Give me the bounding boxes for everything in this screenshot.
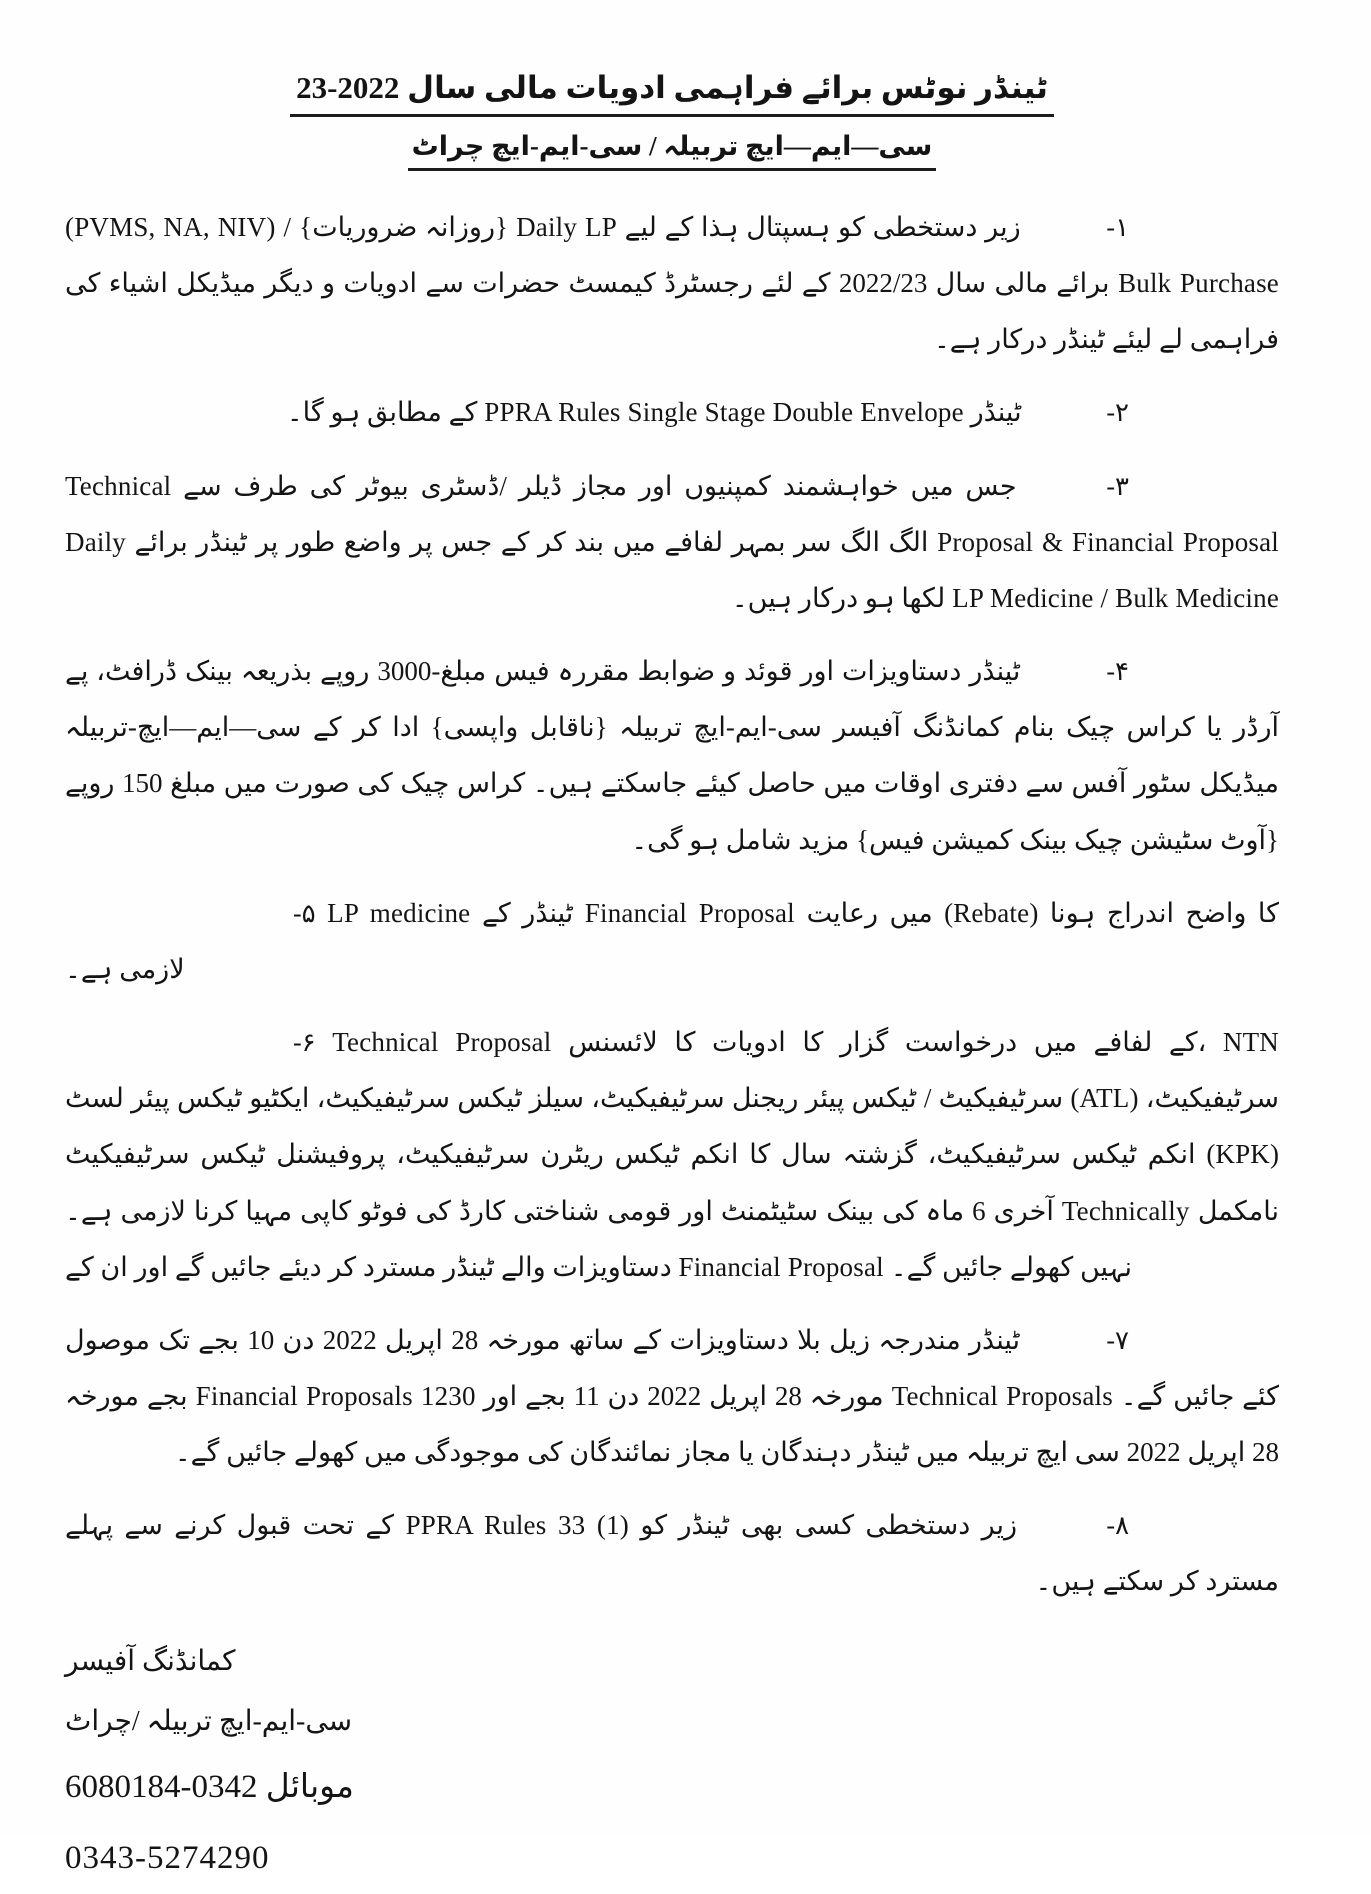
list-item — [65, 1312, 1279, 1480]
item-text: زیر دستخطی کسی بھی ٹینڈر کو PPRA Rules 33 (1) کے تحت قبول کرنے سے پہلے مسترد کر سکتے ہیں۔ — [65, 1510, 1279, 1597]
item-text: LP medicine ٹینڈر کے Financial Proposal میں رعایت (Rebate) کا واضح اندراج ہونا لازمی ہے۔ — [65, 897, 1279, 984]
item-number: ۳- — [1106, 471, 1130, 501]
item-number: ۱- — [1106, 213, 1130, 242]
list-item — [65, 384, 1279, 440]
list-item — [65, 643, 1279, 868]
item-text: ٹینڈر دستاویزات اور قوئد و ضوابط مقررہ فیس مبلغ-3000 روپے بذریعہ بینک ڈرافٹ، پے آرڈر یا کراس چیک بنام کمانڈنگ آفیسر سی-ایم-ایچ تربیلہ {ناقابل واپسی} ادا کر کے سی—ایم—ایچ-تربیلہ میڈیکل سٹور آفس سے دفتری اوقات میں حاصل کیئے جاسکتے ہیں۔ کراس چیک کی صورت میں مبلغ 150 روپے {آوٹ سٹیشن چیک بینک کمیشن فیس} مزید شامل ہو گی۔ — [65, 656, 1279, 855]
item-text: Technical Proposal کے لفافے میں درخواست گزار کا ادویات کا لائسنس، NTN سرٹیفیکیٹ / ٹیکس پیئر ریجنل سرٹیفیکیٹ، سیلز ٹیکس سرٹیفیکیٹ، ایکٹیو ٹیکس پیئر لسٹ (ATL) سرٹیفیکیٹ، انکم ٹیکس سرٹیفیکیٹ، گزشتہ سال کا انکم ٹیکس ریٹرن سرٹیفیکیٹ، پروفیشنل ٹیکس سرٹیفیکیٹ (KPK) آخری 6 ماہ کی بینک سٹیٹمنٹ اور قومی شناختی کارڈ کی فوٹو کاپی مہیا کرنا لازمی ہے۔ Technically نامکمل دستاویزات والے ٹینڈر مسترد کر دیئے جائیں گے اور ان کے Financial Proposal نہیں کھولے جائیں گے۔ — [65, 1027, 1280, 1282]
signature-block — [65, 1632, 1279, 1894]
item-number: ۷- — [1106, 1325, 1129, 1355]
document-title: ٹینڈر نوٹس برائے فراہمی ادویات مالی سال 2022-23 — [290, 70, 1054, 117]
item-number: ۴- — [1106, 657, 1129, 687]
item-text: زیر دستخطی کو ہسپتال ہذا کے لیے Daily LP {روزانہ ضروریات} / (PVMS, NA, NIV) Bulk Purchase برائے مالی سال 2022/23 کے لئے رجسٹرڈ کیمسٹ حضرات سے ادویات و دیگر میڈیکل اشیاء کی فراہمی لے لیئے ٹینڈر درکار ہے۔ — [65, 212, 1279, 355]
list-item — [65, 199, 1279, 367]
tender-terms-list — [65, 199, 1279, 1610]
item-number: ۸- — [1106, 1511, 1130, 1541]
list-item — [65, 1014, 1279, 1295]
item-number: ۲- — [1106, 398, 1129, 428]
signatory-title: کمانڈنگ آفیسر — [65, 1645, 236, 1677]
list-item — [65, 458, 1279, 626]
mobile-number-1: موبائل 0342-6080184 — [65, 1768, 354, 1805]
list-item — [65, 1497, 1279, 1609]
item-text: ٹینڈر PPRA Rules Single Stage Double Envelope کے مطابق ہو گا۔ — [286, 397, 1022, 428]
list-item — [65, 885, 1279, 997]
item-text: ٹینڈر مندرجہ زیل بلا دستاویزات کے ساتھ مورخہ 28 اپریل 2022 دن 10 بجے تک موصول کئے جائیں گے۔ Technical Proposals مورخہ 28 اپریل 2022 دن 11 بجے اور Financial Proposals 1230 بجے مورخہ 28 اپریل 2022 سی ایچ تربیلہ میں ٹینڈر دہندگان یا مجاز نمائندگان کی موجودگی میں کھولے جائیں گے۔ — [65, 1324, 1279, 1468]
item-number: ۵- — [293, 898, 316, 928]
document-header — [65, 70, 1279, 181]
item-text: جس میں خواہشمند کمپنیوں اور مجاز ڈیلر /ڈسٹری بیوٹر کی طرف سے Technical Proposal & Financial Proposal الگ الگ سر بمہر لفافے میں بند کر کے جس پر واضع طور پر ٹینڈر برائے Daily LP Medicine / Bulk Medicine لکھا ہو درکار ہیں۔ — [65, 470, 1279, 613]
document-subtitle: سی—ایم—ایچ تربیلہ / سی-ایم-ایچ چراٹ — [408, 131, 937, 171]
signatory-unit: سی-ایم-ایچ تربیلہ /چراٹ — [65, 1705, 353, 1737]
mobile-number-2: 0343-5274290 — [65, 1839, 270, 1876]
item-number: ۶- — [293, 1028, 316, 1058]
